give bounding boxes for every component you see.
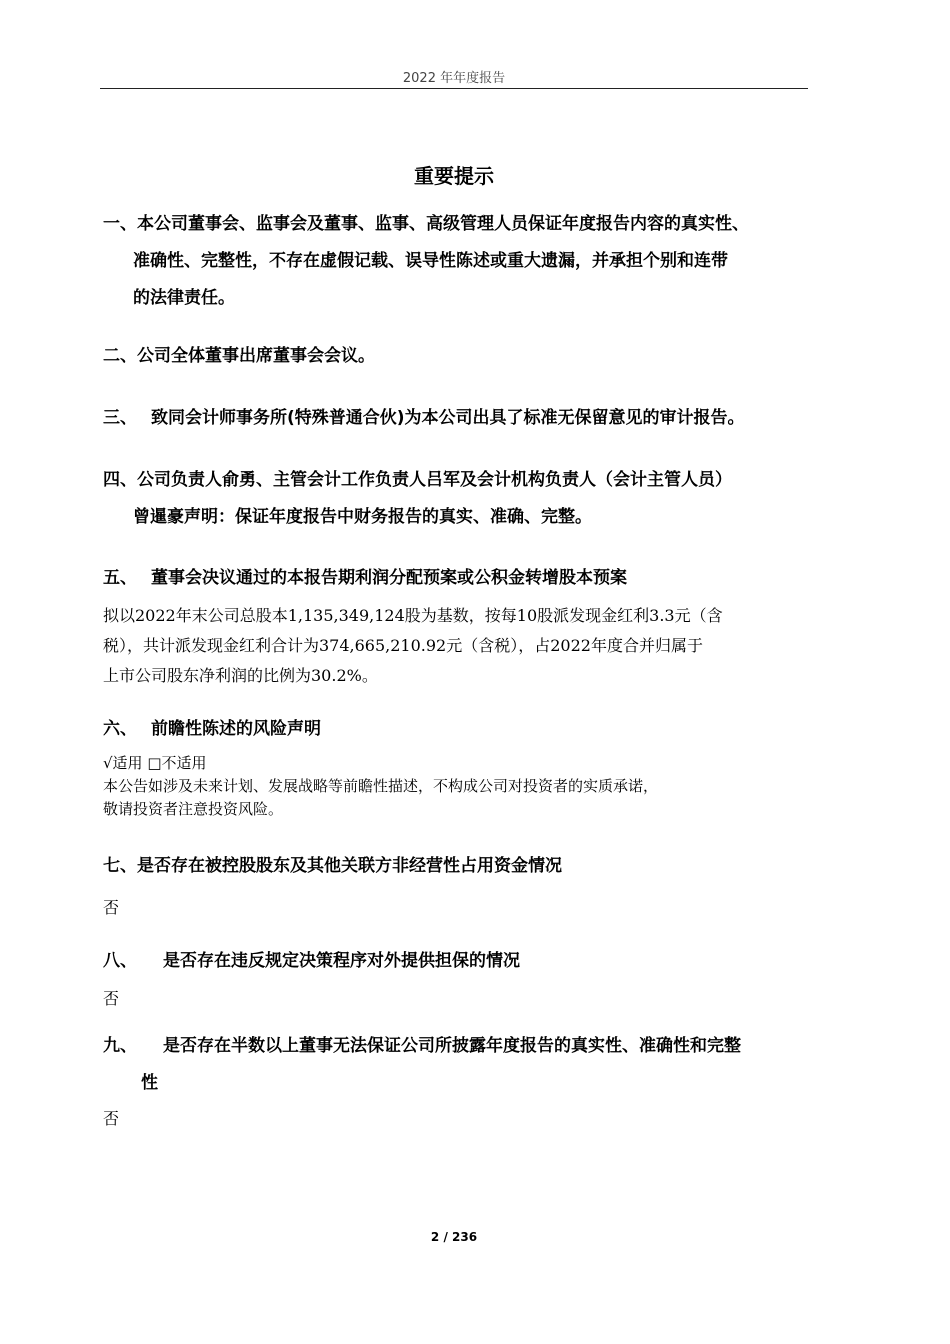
item-text: 致同会计师事务所(特殊普通合伙)为本公司出具了标准无保留意见的审计报告。 — [151, 408, 745, 428]
item-heading: 前瞻性陈述的风险声明 — [151, 719, 321, 739]
body-line: 上市公司股东净利润的比例为30.2%。 — [103, 666, 378, 685]
answer: 否 — [103, 1109, 120, 1128]
answer: 否 — [103, 989, 120, 1008]
item-heading: 是否存在被控股股东及其他关联方非经营性占用资金情况 — [137, 856, 562, 876]
page-number: 2 / 236 — [430, 1230, 478, 1244]
item-text-line: 性 — [141, 1073, 158, 1093]
item-text: 公司全体董事出席董事会会议。 — [137, 346, 375, 366]
item-number: 四、 — [103, 470, 137, 490]
item-heading: 董事会决议通过的本报告期利润分配预案或公积金转增股本预案 — [151, 568, 627, 588]
item-text-line: 曾暹豪声明：保证年度报告中财务报告的真实、准确、完整。 — [133, 507, 592, 527]
item-text-line: 公司负责人俞勇、主管会计工作负责人吕军及会计机构负责人（会计主管人员） — [137, 470, 732, 490]
item-text-line: 准确性、完整性，不存在虚假记载、误导性陈述或重大遗漏，并承担个别和连带 — [133, 251, 728, 271]
page-title: 重要提示 — [414, 164, 494, 188]
item-number: 六、 — [103, 719, 137, 739]
item-number: 二、 — [103, 346, 137, 366]
body-line: 本公告如涉及未来计划、发展战略等前瞻性描述，不构成公司对投资者的实质承诺， — [103, 777, 659, 795]
risk-statement-text — [103, 752, 813, 821]
answer: 否 — [103, 898, 120, 917]
notice-item-2 — [103, 338, 813, 375]
item-text-line: 的法律责任。 — [133, 288, 235, 308]
running-header: 2022 年年度报告 — [402, 71, 506, 86]
header-divider — [100, 88, 808, 89]
item-number: 八、 — [103, 951, 137, 971]
answer-text — [103, 893, 813, 923]
item-heading: 是否存在违反规定决策程序对外提供担保的情况 — [163, 951, 520, 971]
notice-item-5 — [103, 560, 813, 597]
item-number: 五、 — [103, 568, 137, 588]
dividend-plan-text — [103, 601, 813, 691]
item-number: 三、 — [103, 408, 137, 428]
answer-text — [103, 1104, 813, 1134]
item-text-line: 本公司董事会、监事会及董事、监事、高级管理人员保证年度报告内容的真实性、 — [137, 214, 749, 234]
body-line: 敬请投资者注意投资风险。 — [103, 800, 284, 818]
item-number: 一、 — [103, 214, 137, 234]
notice-item-3 — [103, 400, 813, 437]
body-line: 税），共计派发现金红利合计为374,665,210.92元（含税），占2022年度合并归属于 — [103, 636, 703, 655]
notice-item-8 — [103, 943, 813, 980]
notice-item-6 — [103, 711, 813, 748]
answer-text — [103, 984, 813, 1014]
item-text-line: 是否存在半数以上董事无法保证公司所披露年度报告的真实性、准确性和完整 — [163, 1036, 741, 1056]
notice-item-1 — [103, 206, 813, 317]
notice-item-7 — [103, 848, 813, 885]
item-number: 九、 — [103, 1036, 137, 1056]
applicability-options: √适用 □不适用 — [103, 754, 207, 772]
item-number: 七、 — [103, 856, 137, 876]
notice-item-9 — [103, 1028, 813, 1102]
body-line: 拟以2022年末公司总股本1,135,349,124股为基数，按每10股派发现金红利3.3元（含 — [103, 606, 723, 625]
notice-item-4 — [103, 462, 813, 536]
